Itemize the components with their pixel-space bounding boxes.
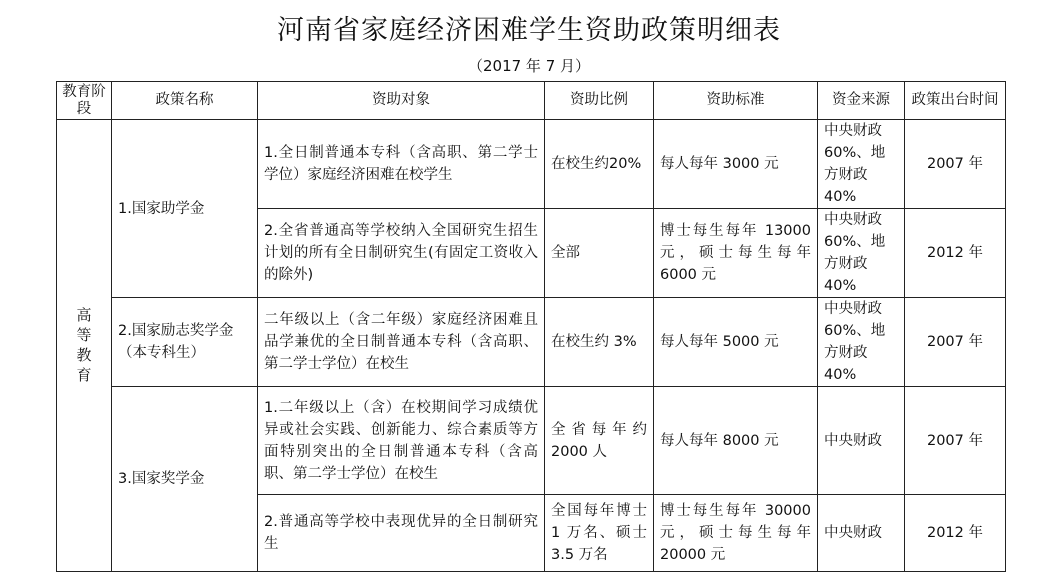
header-time: 政策出台时间	[905, 82, 1006, 120]
standard-cell: 每人每年 5000 元	[654, 298, 818, 387]
ratio-cell: 全省每年约2000 人	[545, 387, 654, 495]
table-row	[57, 298, 1006, 387]
policy-name-cell: 1.国家助学金	[112, 120, 258, 298]
target-cell: 二年级以上（含二年级）家庭经济困难且品学兼优的全日制普通本专科（含高职、第二学士学位）在校生	[258, 298, 545, 387]
source-cell: 中央财政60%、地方财政 40%	[818, 298, 905, 387]
time-cell: 2007 年	[905, 298, 1006, 387]
header-stage: 教育阶段	[57, 82, 112, 120]
ratio-cell: 全部	[545, 209, 654, 298]
table-header-row	[57, 82, 1006, 120]
time-cell: 2007 年	[905, 120, 1006, 209]
target-cell: 1.全日制普通本专科（含高职、第二学士学位）家庭经济困难在校学生	[258, 120, 545, 209]
time-cell: 2012 年	[905, 209, 1006, 298]
table-row	[57, 120, 1006, 209]
ratio-cell: 在校生约 3%	[545, 298, 654, 387]
standard-cell: 每人每年 3000 元	[654, 120, 818, 209]
header-ratio: 资助比例	[545, 82, 654, 120]
header-target: 资助对象	[258, 82, 545, 120]
source-cell: 中央财政	[818, 387, 905, 495]
stage-cell	[57, 120, 112, 572]
source-cell: 中央财政60%、地方财政 40%	[818, 209, 905, 298]
source-cell: 中央财政60%、地方财政 40%	[818, 120, 905, 209]
standard-cell: 每人每年 8000 元	[654, 387, 818, 495]
policy-table	[56, 81, 1006, 572]
ratio-cell: 在校生约20%	[545, 120, 654, 209]
stage-label: 高等教育	[76, 305, 92, 384]
header-standard: 资助标准	[654, 82, 818, 120]
ratio-cell: 全国每年博士1 万名、硕士3.5 万名	[545, 495, 654, 572]
table-row	[57, 387, 1006, 495]
policy-name-cell: 3.国家奖学金	[112, 387, 258, 572]
page-subtitle-date: （2017 年 7 月）	[467, 57, 591, 75]
source-cell: 中央财政	[818, 495, 905, 572]
header-policy-name: 政策名称	[112, 82, 258, 120]
target-cell: 1.二年级以上（含）在校期间学习成绩优异或社会实践、创新能力、综合素质等方面特别突出的全日制普通本专科（含高职、第二学士学位）在校生	[258, 387, 545, 495]
standard-cell: 博士每生每年 13000 元，硕士每生每年 6000 元	[654, 209, 818, 298]
page-title: 河南省家庭经济困难学生资助政策明细表	[277, 15, 781, 46]
policy-name-cell: 2.国家励志奖学金（本专科生）	[112, 298, 258, 387]
time-cell: 2012 年	[905, 495, 1006, 572]
target-cell: 2.全省普通高等学校纳入全国研究生招生计划的所有全日制研究生(有固定工资收入的除外)	[258, 209, 545, 298]
standard-cell: 博士每生每年 30000 元，硕士每生每年 20000 元	[654, 495, 818, 572]
time-cell: 2007 年	[905, 387, 1006, 495]
header-source: 资金来源	[818, 82, 905, 120]
target-cell: 2.普通高等学校中表现优异的全日制研究生	[258, 495, 545, 572]
